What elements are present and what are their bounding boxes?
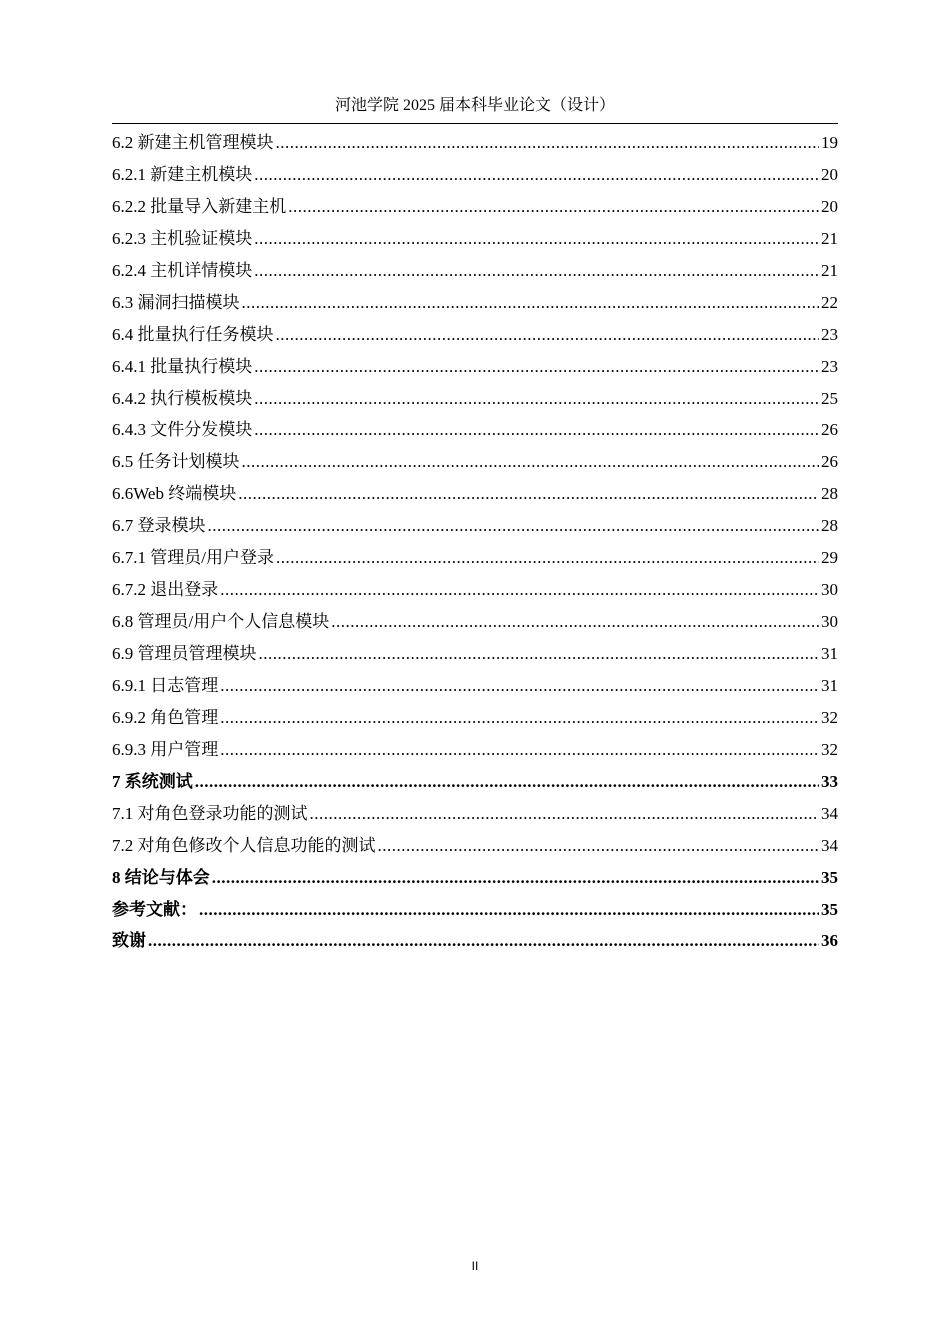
toc-entry-page: 32: [821, 739, 838, 759]
toc-entry-page: 32: [821, 707, 838, 727]
toc-entry[interactable]: [112, 510, 838, 542]
toc-entry-page: 19: [821, 133, 838, 152]
toc-dot-leader: [242, 446, 820, 478]
toc-entry-page: 25: [821, 388, 838, 408]
toc-entry[interactable]: [112, 191, 838, 223]
toc-entry-page: 23: [821, 324, 838, 344]
toc-entry-title: 6.9 管理员管理模块: [112, 644, 257, 663]
toc-dot-leader: [220, 574, 819, 606]
toc-entry[interactable]: [112, 702, 838, 734]
toc-entry-title: 6.9.2 角色管理: [112, 707, 219, 727]
toc-dot-leader: [220, 670, 819, 702]
toc-dot-leader: [220, 702, 819, 734]
toc-entry-title: 6.2.2 批量导入新建主机: [112, 196, 287, 216]
toc-entry-title: 6.4 批量执行任务模块: [112, 324, 274, 344]
toc-entry-title: 6.7 登录模块: [112, 516, 206, 536]
toc-dot-leader: [254, 255, 819, 287]
toc-entry-title: 6.4.3 文件分发模块: [112, 420, 253, 440]
toc-entry-title: 6.2.3 主机验证模块: [112, 228, 253, 248]
toc-dot-leader: [195, 766, 819, 798]
toc-entry[interactable]: [112, 159, 838, 191]
toc-entry-title: 8 结论与体会: [112, 867, 210, 887]
toc-entry[interactable]: [112, 925, 838, 957]
toc-entry-page: 28: [821, 516, 838, 536]
toc-entry-title: 6.2 新建主机管理模块: [112, 133, 274, 152]
toc-entry-title: 7 系统测试: [112, 771, 193, 791]
toc-entry[interactable]: [112, 383, 838, 415]
toc-entry-page: 20: [821, 196, 838, 216]
toc-entry[interactable]: [112, 319, 838, 351]
toc-entry[interactable]: [112, 287, 838, 319]
toc-dot-leader: [259, 638, 820, 670]
toc-entry-title: 6.8 管理员/用户个人信息模块: [112, 612, 330, 632]
toc-entry-page: 31: [821, 675, 838, 695]
toc-entry-page: 30: [821, 612, 838, 632]
toc-entry[interactable]: [112, 606, 838, 638]
toc-dot-leader: [331, 606, 819, 638]
toc-entry-title: 7.1 对角色登录功能的测试: [112, 803, 308, 823]
toc-entry[interactable]: [112, 223, 838, 255]
toc-entry-title: 6.7.2 退出登录: [112, 580, 219, 600]
toc-entry-title: 6.9.1 日志管理: [112, 675, 219, 695]
toc-entry-title: 致谢: [112, 931, 146, 951]
toc-entry-page: 29: [821, 548, 838, 568]
toc-entry-page: 35: [821, 899, 838, 919]
toc-entry-page: 23: [821, 356, 838, 376]
header-title: 河池学院 2025 届本科毕业论文（设计）: [334, 97, 615, 114]
toc-entry-title: 6.9.3 用户管理: [112, 739, 219, 759]
toc-entry[interactable]: [112, 255, 838, 287]
toc-entry-page: 20: [821, 164, 838, 184]
toc-entry-title: 6.5 任务计划模块: [112, 452, 240, 472]
toc-entry-title: 7.2 对角色修改个人信息功能的测试: [112, 835, 376, 855]
page-header: [112, 96, 838, 116]
toc-entry[interactable]: [112, 670, 838, 702]
toc-entry-page: 34: [821, 803, 838, 823]
toc-entry-page: 21: [821, 260, 838, 280]
toc-entry-page: 34: [821, 835, 838, 855]
toc-entry[interactable]: [112, 894, 838, 926]
toc-dot-leader: [310, 798, 820, 830]
toc-entry-title: 6.2.4 主机详情模块: [112, 260, 253, 280]
toc-entry[interactable]: [112, 414, 838, 446]
toc-dot-leader: [199, 894, 819, 926]
toc-dot-leader: [238, 478, 819, 510]
toc-entry-page: 26: [821, 420, 838, 440]
toc-entry-title: 6.3 漏洞扫描模块: [112, 292, 240, 312]
toc-dot-leader: [288, 191, 819, 223]
toc-entry[interactable]: [112, 638, 838, 670]
toc-entry[interactable]: [112, 734, 838, 766]
toc-entry-title: 6.6Web 终端模块: [112, 484, 237, 504]
toc-entry-page: 21: [821, 228, 838, 248]
toc-dot-leader: [254, 414, 819, 446]
toc-dot-leader: [276, 319, 820, 351]
table-of-contents: [112, 127, 838, 957]
toc-dot-leader: [276, 127, 820, 159]
toc-dot-leader: [208, 510, 820, 542]
toc-dot-leader: [242, 287, 820, 319]
toc-entry-page: 30: [821, 580, 838, 600]
toc-entry-page: 36: [821, 931, 838, 951]
toc-entry[interactable]: [112, 830, 838, 862]
toc-entry-title: 6.4.2 执行模板模块: [112, 388, 253, 408]
header-rule: [112, 123, 838, 124]
toc-entry[interactable]: [112, 798, 838, 830]
toc-entry[interactable]: [112, 478, 838, 510]
toc-entry[interactable]: [112, 127, 838, 159]
toc-dot-leader: [212, 862, 819, 894]
toc-dot-leader: [254, 223, 819, 255]
toc-entry-title: 参考文献：: [112, 899, 197, 919]
toc-entry[interactable]: [112, 766, 838, 798]
toc-entry-title: 6.7.1 管理员/用户登录: [112, 548, 274, 568]
toc-entry-page: 33: [821, 771, 838, 791]
toc-entry[interactable]: [112, 574, 838, 606]
toc-entry[interactable]: [112, 351, 838, 383]
toc-entry-page: 26: [821, 452, 838, 472]
toc-entry[interactable]: [112, 446, 838, 478]
page-number: II: [471, 1259, 479, 1273]
toc-entry-title: 6.2.1 新建主机模块: [112, 164, 253, 184]
toc-entry-title: 6.4.1 批量执行模块: [112, 356, 253, 376]
toc-dot-leader: [148, 925, 819, 957]
toc-dot-leader: [254, 383, 819, 415]
toc-entry-page: 28: [821, 484, 838, 504]
toc-dot-leader: [378, 830, 820, 862]
toc-dot-leader: [220, 734, 819, 766]
toc-entry[interactable]: [112, 862, 838, 894]
toc-entry-page: 31: [821, 644, 838, 663]
toc-entry-page: 22: [821, 292, 838, 312]
toc-dot-leader: [276, 542, 819, 574]
toc-entry[interactable]: [112, 542, 838, 574]
toc-entry-page: 35: [821, 867, 838, 887]
toc-dot-leader: [254, 351, 819, 383]
toc-dot-leader: [254, 159, 819, 191]
